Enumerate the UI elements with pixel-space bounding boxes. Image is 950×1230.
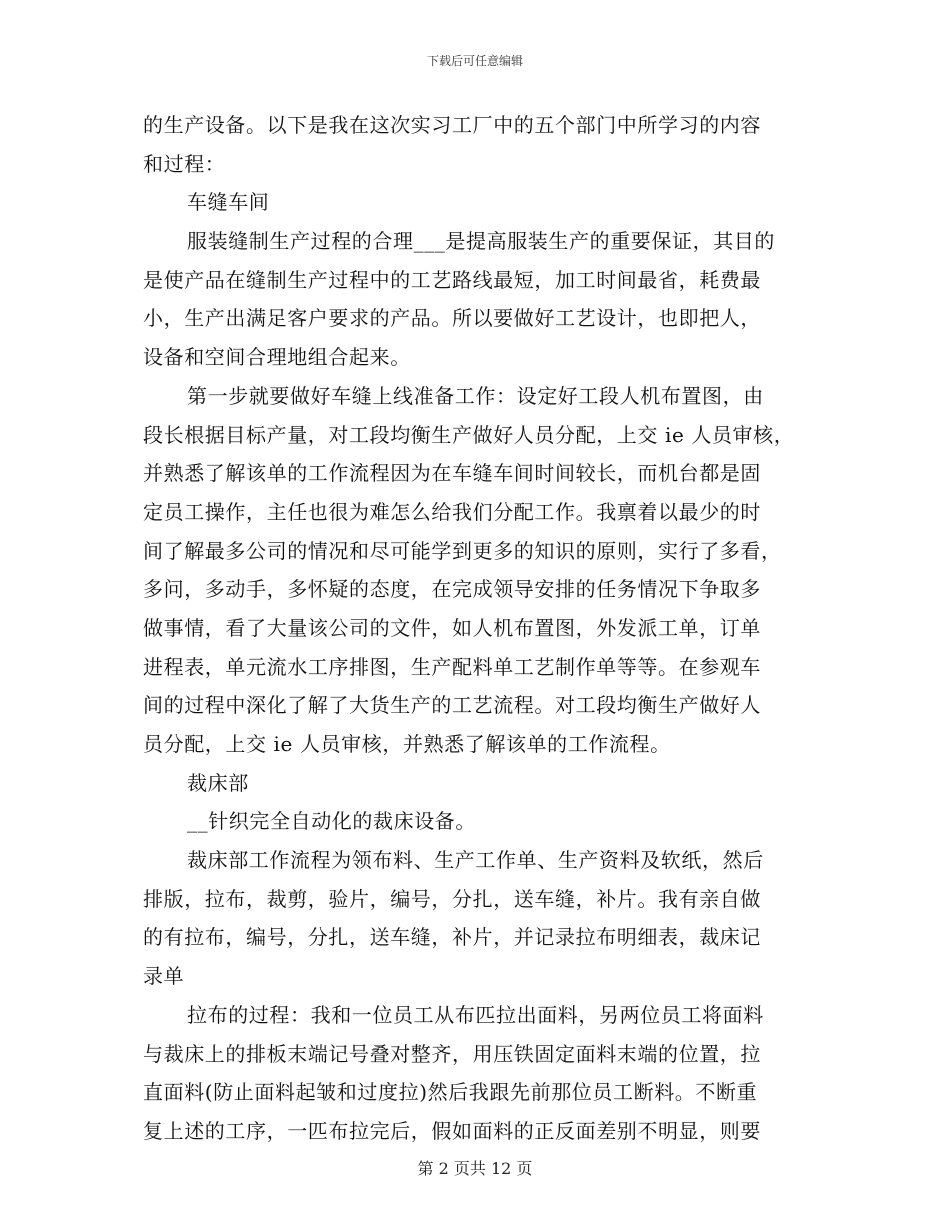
text-line: 间了解最多公司的情况和尽可能学到更多的知识的原则，实行了多看， [143, 538, 782, 563]
text-line: 录单 [143, 964, 185, 989]
text-line: 多问，多动手，多怀疑的态度，在完成领导安排的任务情况下争取多 [143, 577, 761, 602]
text-line: 定员工操作，主任也很为难怎么给我们分配工作。我禀着以最少的时 [143, 499, 761, 524]
text-line: 间的过程中深化了解了大货生产的工艺流程。对工段均衡生产做好人 [143, 693, 761, 718]
text-line: 并熟悉了解该单的工作流程因为在车缝车间时间较长，而机台都是固 [143, 461, 761, 486]
text-line: 和过程： [143, 151, 226, 176]
text-line: 与裁床上的排板末端记号叠对整齐，用压铁固定面料末端的位置，拉 [143, 1041, 761, 1066]
text-line: 直面料(防止面料起皱和过度拉)然后我跟先前那位员工断料。不断重 [143, 1080, 758, 1105]
page-header: 下载后可任意编辑 [426, 54, 523, 68]
text-line: 复上述的工序，一匹布拉完后，假如面料的正反面差别不明显，则要 [143, 1118, 761, 1143]
text-line: 设备和空间合理地组合起来。 [143, 345, 411, 370]
text-line: 的有拉布，编号，分扎，送车缝，补片，并记录拉布明细表，裁床记 [143, 925, 761, 950]
text-line: 第一步就要做好车缝上线准备工作：设定好工段人机布置图，由 [187, 383, 764, 408]
document-body [143, 106, 815, 1151]
page-footer: 第 2 页共 12 页 [417, 1159, 533, 1178]
text-line: 做事情，看了大量该公司的文件，如人机布置图，外发派工单，订单 [143, 615, 761, 640]
text-line: 进程表，单元流水工序排图，生产配料单工艺制作单等等。在参观车 [143, 654, 761, 679]
text-line: 裁床部工作流程为领布料、生产工作单、生产资料及软纸，然后 [187, 848, 764, 873]
text-line: 服装缝制生产过程的合理___是提高服装生产的重要保证，其目的 [187, 229, 775, 254]
text-line: 是使产品在缝制生产过程中的工艺路线最短，加工时间最省，耗费最 [143, 267, 761, 292]
text-line: 段长根据目标产量，对工段均衡生产做好人员分配，上交 ie 人员审核， [143, 422, 795, 447]
text-line: 车缝车间 [187, 190, 270, 215]
text-line: 的生产设备。以下是我在这次实习工厂中的五个部门中所学习的内容 [143, 113, 761, 137]
text-line: 排版，拉布，裁剪，验片，编号，分扎，送车缝，补片。我有亲自做 [143, 886, 761, 911]
text-line: 小，生产出满足客户要求的产品。所以要做好工艺设计，也即把人， [143, 306, 761, 331]
text-line: 员分配，上交 ie 人员审核，并熟悉了解该单的工作流程。 [143, 732, 671, 756]
text-line: __针织完全自动化的裁床设备。 [187, 809, 476, 834]
text-line: 裁床部 [187, 770, 249, 795]
text-line: 拉布的过程：我和一位员工从布匹拉出面料，另两位员工将面料 [187, 1002, 764, 1027]
